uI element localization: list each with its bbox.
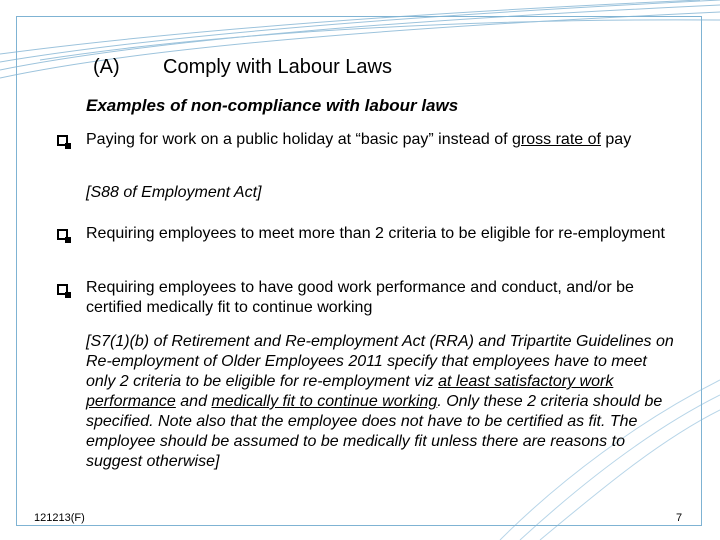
bullet-item-2: Requiring employees to meet more than 2 criteria to be eligible for re-employment	[86, 225, 665, 242]
bullet-box-icon	[57, 227, 68, 243]
page-title: Comply with Labour Laws	[163, 56, 392, 78]
subtitle: Examples of non-compliance with labour laws	[86, 96, 459, 115]
legal-note: [S7(1)(b) of Retirement and Re-employment Act (RRA) and Tripartite Guidelines on Re-employment of Older Employees 2011 specify that employees have to meet only 2 criteria to be eligible for re-employment viz at least satisfactory work performance and medically fit to continue working. Only these 2 criteria should be specified. Note also that the employee does not have to be certified as fit. The employee should be assumed to be medically fit unless there are reasons to suggest otherwise]	[86, 333, 674, 470]
reference-text: [S88 of Employment Act]	[86, 184, 262, 201]
underlined-text: gross rate of	[512, 131, 601, 148]
bullet-box-icon	[57, 282, 68, 298]
page-number: 7	[676, 512, 683, 524]
bullet-box-icon	[57, 133, 68, 149]
bullet-item-3: Requiring employees to have good work performance and conduct, and/or be certified medically fit to continue working	[86, 279, 634, 316]
title-prefix: (A)	[93, 56, 120, 78]
bullet-item-1: Paying for work on a public holiday at “basic pay” instead of gross rate of pay	[86, 131, 632, 148]
footer-code: 121213(F)	[34, 512, 85, 524]
